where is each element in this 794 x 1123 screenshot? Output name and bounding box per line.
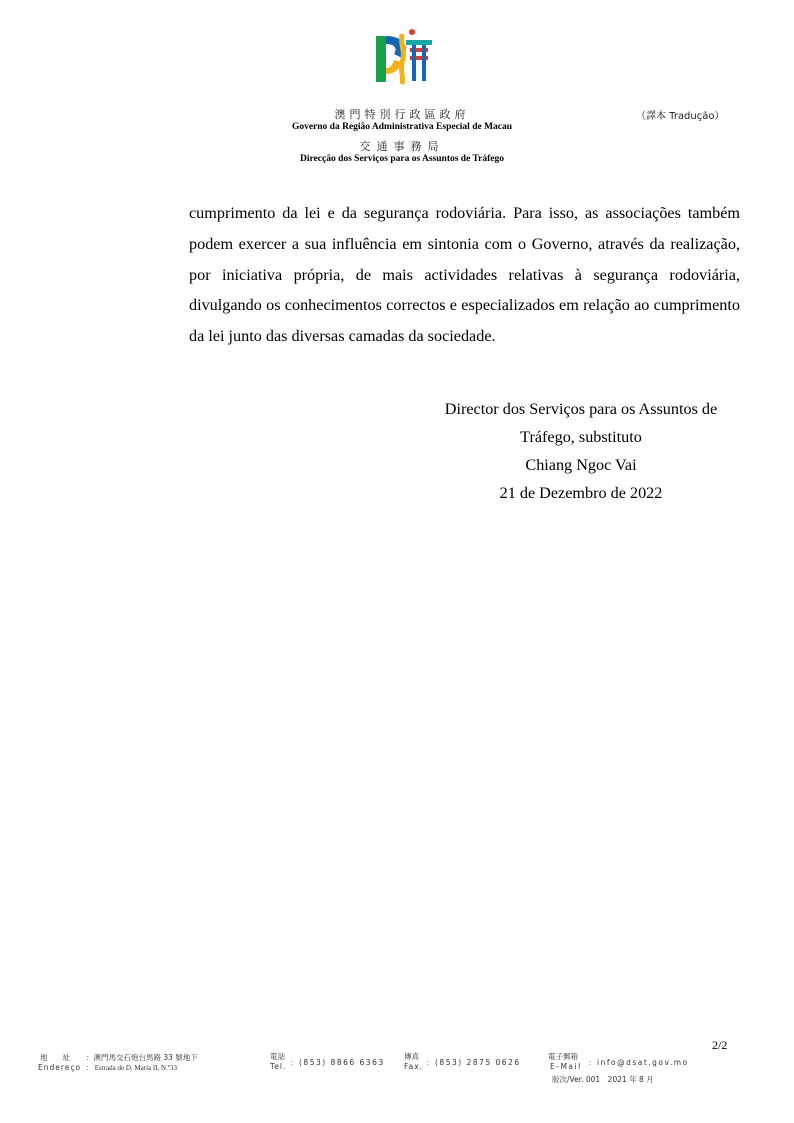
dsat-logo [372, 26, 434, 88]
footer-fax-label-pt: Fax. [404, 1062, 424, 1071]
footer-tel-label-cn: 電話 [270, 1052, 285, 1061]
footer-version: 版次/Ver. 001 2021 年 8 月 [552, 1075, 654, 1084]
footer-email-value: ：info@dsat.gov.mo [588, 1058, 689, 1067]
signature-title-line1: Director dos Serviços para os Assuntos de [444, 400, 718, 418]
department-name-portuguese: Direcção dos Serviços para os Assuntos de Tráfego [300, 154, 504, 164]
footer-fax-label-cn: 傳真 [404, 1052, 419, 1061]
signature-title-line2: Tráfego, substituto [520, 428, 642, 446]
body-paragraph [189, 198, 740, 352]
page-number: 2/2 [712, 1038, 728, 1052]
translation-note: （譯本 Tradução） [636, 111, 725, 122]
footer-fax-value: ：(853) 2875 0626 [426, 1058, 521, 1067]
department-name-chinese: 交通事務局 [359, 140, 445, 153]
signatory-name: Chiang Ngoc Vai [525, 456, 637, 474]
signature-date: 21 de Dezembro de 2022 [499, 484, 663, 502]
footer-tel-value: ：(853) 8866 6363 [290, 1058, 385, 1067]
footer-address-label-cn: 地 址 [40, 1053, 70, 1062]
government-name-chinese: 澳門特別行政區政府 [334, 108, 470, 121]
footer-address-value-cn: ：澳門馬交石炮台馬路 33 號地下 [86, 1053, 198, 1062]
footer-address-label-pt: Endereço [38, 1063, 82, 1072]
paragraph-text: cumprimento da lei e da segurança rodoviária. Para isso, as associações também podem exercer a sua influência em sintonia com o Governo, através da realização, por iniciativa própria, de mais actividades relativas à segurança rodoviária, divulgando os conhecimentos correctos e especializados em relação ao cumprimento da lei junto das diversas camadas da sociedade. [189, 204, 740, 346]
footer-address-value-pt: ： Estrada de D. Maria II, N.º33 [86, 1064, 178, 1072]
government-name-portuguese: Governo da Região Administrativa Especial de Macau [291, 122, 513, 132]
footer-tel-label-pt: Tel. [270, 1062, 287, 1071]
footer-email-label-pt: E-Mail [550, 1062, 582, 1071]
footer-email-label-cn: 電子郵箱 [548, 1052, 578, 1061]
